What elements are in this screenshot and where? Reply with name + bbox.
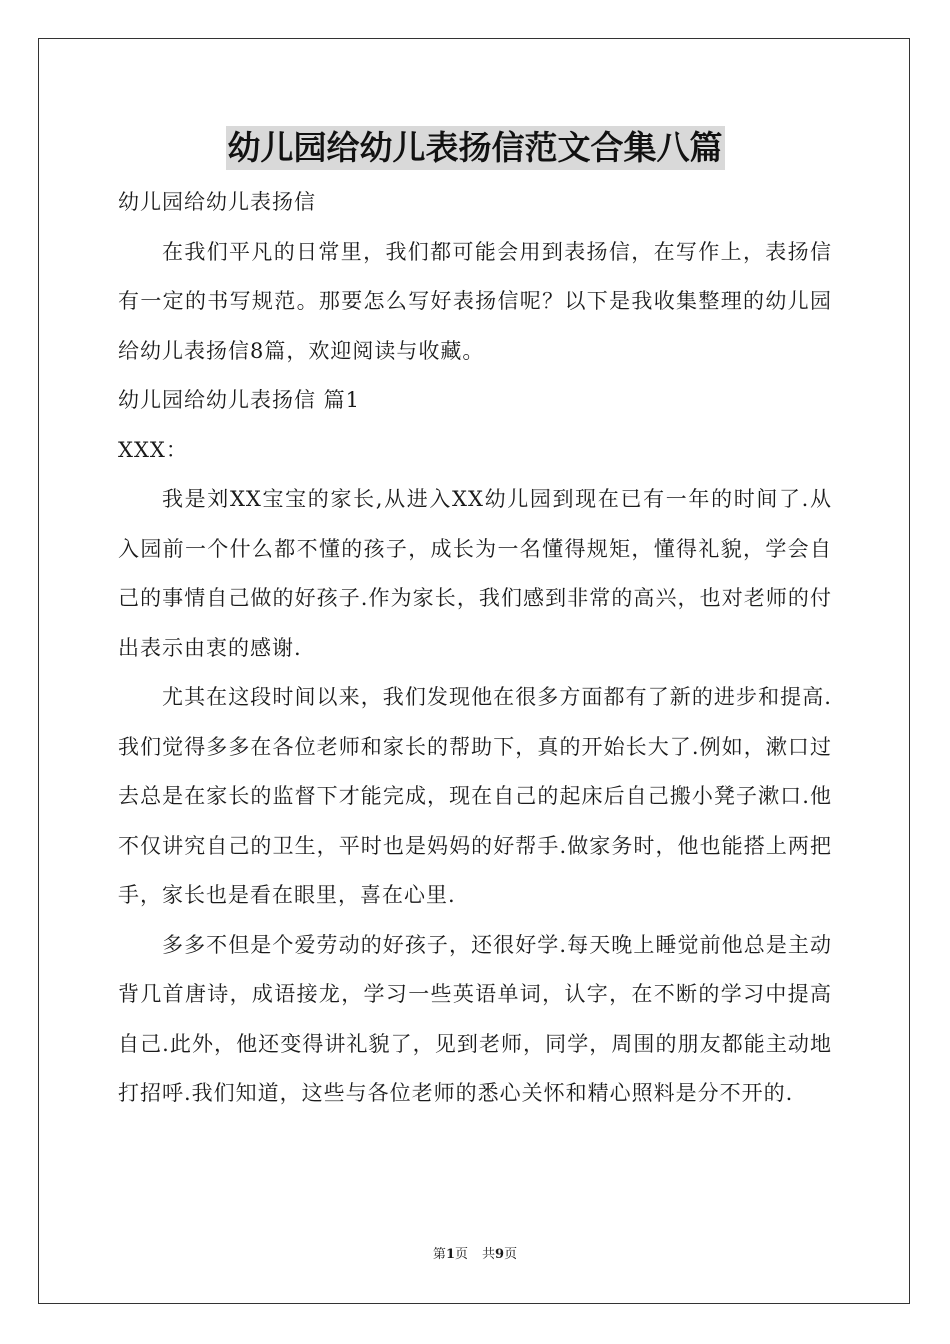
total-suffix: 页 <box>504 1247 518 1262</box>
page-suffix: 页 <box>454 1247 468 1262</box>
total-prefix: 共 <box>482 1247 496 1262</box>
body-paragraph: 尤其在这段时间以来，我们发现他在很多方面都有了新的进步和提高.我们觉得多多在各位老师和家长的帮助下，真的开始长大了.例如，漱口过去总是在家长的监督下才能完成，现在自己的起床后自己搬小凳子漱口.他不仅讲究自己的卫生，平时也是妈妈的好帮手.做家务时，他也能搭上两把手，家长也是看在眼里，喜在心里. <box>118 685 832 907</box>
letter-salutation: XXX： <box>118 437 188 462</box>
letter-heading: 幼儿园给幼儿表扬信 篇1 <box>118 388 361 412</box>
document-title: 幼儿园给幼儿表扬信范文合集八篇 <box>226 126 725 170</box>
intro-paragraph: 在我们平凡的日常里，我们都可能会用到表扬信，在写作上，表扬信有一定的书写规范。那要怎么写好表扬信呢？以下是我收集整理的幼儿园给幼儿表扬信8篇，欢迎阅读与收藏。 <box>118 239 832 363</box>
page-footer <box>0 1247 950 1263</box>
body-paragraph: 我是刘XX宝宝的家长,从进入XX幼儿园到现在已有一年的时间了.从入园前一个什么都不懂的孩子，成长为一名懂得规矩，懂得礼貌，学会自己的事情自己做的好孩子.作为家长，我们感到非常的高兴，也对老师的付出表示由衷的感谢. <box>118 487 832 660</box>
page-prefix: 第 <box>432 1247 446 1262</box>
section-heading: 幼儿园给幼儿表扬信 <box>118 190 316 214</box>
title-container <box>0 126 950 170</box>
page-total: 9 <box>495 1247 505 1262</box>
document-body <box>118 178 832 1119</box>
body-paragraph: 多多不但是个爱劳动的好孩子，还很好学.每天晚上睡觉前他总是主动背几首唐诗，成语接龙，学习一些英语单词，认字，在不断的学习中提高自己.此外，他还变得讲礼貌了，见到老师，同学，周围的朋友都能主动地打招呼.我们知道，这些与各位老师的悉心关怀和精心照料是分不开的. <box>118 932 832 1105</box>
page-number: 1 <box>445 1247 455 1262</box>
